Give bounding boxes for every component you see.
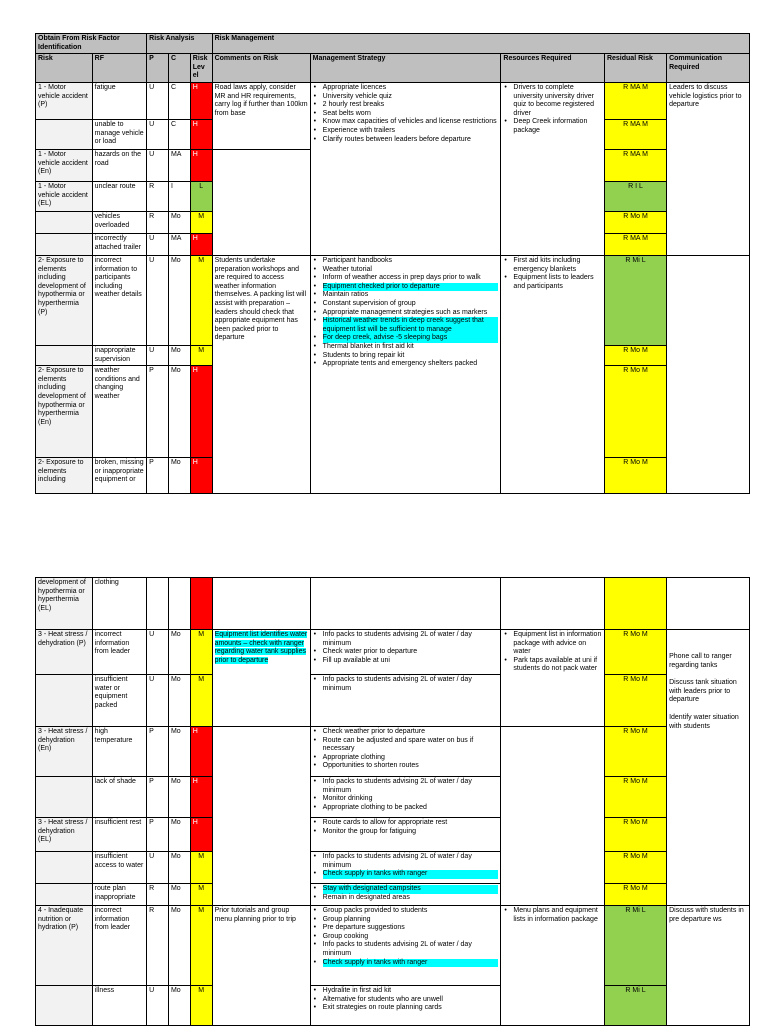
communication-cell [667,630,750,906]
c-cell: Mo [168,675,190,727]
comment-cell [212,578,310,630]
rf-cell: illness [92,986,147,1026]
list-item: • Route cards to allow for appropriate rest [323,819,499,828]
comment-cell [212,149,310,255]
residual-cell: R MA M [604,82,666,119]
p-cell: U [147,82,169,119]
communication-cell: Leaders to discuss vehicle logistics prior to departure [667,82,750,255]
risk-cell [36,852,93,884]
level-cell: H [190,458,212,494]
risk-cell [36,675,93,727]
risk-cell: 2- Exposure to elements including [36,458,93,494]
comm-text: Phone call to ranger regarding tanks [669,653,732,669]
risk-cell: 2- Exposure to elements including development of hypothermia or hyperthermia (P) [36,255,93,345]
table-row [36,818,750,852]
c-cell: Mo [168,852,190,884]
level-cell: M [190,630,212,675]
resources-cell [501,630,605,727]
residual-cell: R MA M [604,233,666,255]
communication-cell [667,255,750,493]
list-item: • Thermal blanket in first aid kit [323,343,499,352]
list-item: • University vehicle quiz [323,93,499,102]
col-c: C [168,54,190,83]
list-item-highlighted: • Check supply in tanks with ranger [323,959,499,968]
risk-cell: 1 - Motor vehicle accident (P) [36,82,93,119]
list-item: • Appropriate licences [323,84,499,93]
level-cell: M [190,211,212,233]
p-cell: U [147,255,169,345]
rf-cell: clothing [92,578,147,630]
list-item: • Appropriate tents and emergency shelters packed [323,360,499,369]
c-cell: Mo [168,818,190,852]
list-item: • Menu plans and equipment lists in information package [513,907,602,924]
c-cell: Mo [168,630,190,675]
p-cell: P [147,818,169,852]
list-item: • Inform of weather access in prep days prior to walk [323,274,499,283]
list-item: • Monitor drinking [323,795,499,804]
c-cell: Mo [168,986,190,1026]
header-group-analysis: Risk Analysis [147,34,212,54]
col-communication: Communication Required [667,54,750,83]
comment-cell: Road laws apply, consider MR and HR requirements, carry log if further than 100km from base [212,82,310,149]
rf-cell: weather conditions and changing weather [92,366,147,458]
col-strategy: Management Strategy [310,54,501,83]
strategy-cell [310,630,501,675]
level-cell: H [190,119,212,149]
list-item: • Students to bring repair kit [323,352,499,361]
list-item: • Participant handbooks [323,257,499,266]
c-cell: Mo [168,458,190,494]
risk-cell: 1 - Motor vehicle accident (En) [36,149,93,181]
list-item: • Group planning [323,916,499,925]
resources-cell [501,727,605,906]
table-row [36,82,750,119]
strategy-cell [310,818,501,852]
rf-cell: fatigue [92,82,147,119]
table-row [36,675,750,727]
list-item: • Appropriate clothing [323,754,499,763]
rf-cell: incorrect information from leader [92,630,147,675]
list-item: • Fill up available at uni [323,657,499,666]
col-p: P [147,54,169,83]
table-row [36,630,750,675]
list-item: • Equipment list in information package with advice on water [513,631,602,657]
list-item: • Maintain ratios [323,291,499,300]
strategy-cell [310,578,501,630]
risk-cell [36,211,93,233]
list-item: • Weather tutorial [323,266,499,275]
level-cell: H [190,818,212,852]
col-comments: Comments on Risk [212,54,310,83]
table-row [36,578,750,630]
list-item: • Opportunities to shorten routes [323,762,499,771]
c-cell: MA [168,233,190,255]
level-cell: M [190,255,212,345]
rf-cell: inappropriate supervision [92,345,147,365]
list-item: • Constant supervision of group [323,300,499,309]
rf-cell: insufficient rest [92,818,147,852]
residual-cell: R Mi L [604,906,666,986]
comment-cell [212,630,310,727]
p-cell: P [147,366,169,458]
c-cell: Mo [168,366,190,458]
header-column-row [36,54,750,83]
list-item: • Equipment lists to leaders and participants [513,274,602,291]
strategy-cell [310,884,501,906]
level-cell: H [190,82,212,119]
level-cell: M [190,884,212,906]
list-item: • Group cooking [323,933,499,942]
c-cell [168,578,190,630]
header-group-identification: Obtain From Risk Factor Identification [36,34,147,54]
risk-cell: 2- Exposure to elements including development of hypothermia or hyperthermia (En) [36,366,93,458]
strategy-cell [310,777,501,818]
list-item: • Alternative for students who are unwell [323,996,499,1005]
risk-table-page-2 [35,577,750,1026]
rf-cell: insufficient access to water [92,852,147,884]
risk-table-page-1 [35,33,750,494]
c-cell: MA [168,149,190,181]
residual-cell: R Mi L [604,986,666,1026]
comm-text: Discuss tank situation with leaders prior to departure [669,679,737,704]
residual-cell: R Mo M [604,777,666,818]
list-item: • Deep Creek information package [513,118,602,135]
level-cell: L [190,181,212,211]
risk-cell: 1 - Motor vehicle accident (EL) [36,181,93,211]
list-item: • Info packs to students advising 2L of water / day minimum [323,631,499,648]
c-cell: Mo [168,906,190,986]
risk-cell [36,345,93,365]
rf-cell: unclear route [92,181,147,211]
residual-cell: R I L [604,181,666,211]
risk-cell: 4 - Inadequate nutrition or hydration (P) [36,906,93,986]
risk-cell: 3 - Heat stress / dehydration (EL) [36,818,93,852]
resources-cell [501,906,605,1026]
list-item-highlighted: • Check supply in tanks with ranger [323,870,499,879]
rf-cell: incorrectly attached trailer [92,233,147,255]
level-cell: M [190,986,212,1026]
list-item: • Monitor the group for fatiguing [323,828,499,837]
communication-cell: Discuss with students in pre departure ws [667,906,750,1026]
table-row [36,727,750,777]
level-cell [190,578,212,630]
rf-cell: high temperature [92,727,147,777]
rf-cell: insufficient water or equipment packed [92,675,147,727]
p-cell [147,578,169,630]
list-item-highlighted: • Stay with designated campsites [323,885,499,894]
strategy-cell [310,986,501,1026]
strategy-cell [310,675,501,727]
p-cell: U [147,149,169,181]
risk-cell: development of hypothermia or hyperthermia (EL) [36,578,93,630]
rf-cell: broken, missing or inappropriate equipment or [92,458,147,494]
list-item: • Pre departure suggestions [323,924,499,933]
c-cell: I [168,181,190,211]
table-row [36,884,750,906]
level-cell: M [190,852,212,884]
list-item: • Drivers to complete university university driver quiz to become registered driver [513,84,602,118]
list-item: • Park taps available at uni if students do not pack water [513,657,602,674]
table-row [36,986,750,1026]
rf-cell: incorrect information from leader [92,906,147,986]
strategy-cell [310,906,501,986]
list-item: • 2 hourly rest breaks [323,101,499,110]
rf-cell: unable to manage vehicle or load [92,119,147,149]
level-cell: H [190,366,212,458]
list-item: • Exit strategies on route planning cards [323,1004,499,1013]
list-item: • Hydralite in first aid kit [323,987,499,996]
header-group-management: Risk Management [212,34,749,54]
c-cell: Mo [168,255,190,345]
resources-cell [501,578,605,630]
c-cell: Mo [168,727,190,777]
p-cell: U [147,345,169,365]
rf-cell: vehicles overloaded [92,211,147,233]
level-cell: M [190,675,212,727]
p-cell: P [147,777,169,818]
communication-cell [667,578,750,630]
p-cell: R [147,884,169,906]
list-item: • Info packs to students advising 2L of water / day minimum [323,778,499,795]
strategy-cell [310,727,501,777]
p-cell: U [147,119,169,149]
residual-cell: R Mo M [604,675,666,727]
level-cell: M [190,906,212,986]
residual-cell: R MA M [604,149,666,181]
risk-cell [36,986,93,1026]
comment-cell [212,727,310,906]
residual-cell: R Mo M [604,630,666,675]
list-item-highlighted: • For deep creek, advise -5 sleeping bags [323,334,499,343]
p-cell: P [147,458,169,494]
p-cell: R [147,906,169,986]
rf-cell: hazards on the road [92,149,147,181]
rf-cell: route plan inappropriate [92,884,147,906]
list-item: • Appropriate management strategies such as markers [323,309,499,318]
comment-cell: Students undertake preparation workshops and are required to access weather information themselves. A packing list will assist with preparation – leaders should check that appropriate equipment has been packed prior to departure [212,255,310,493]
list-item: • Route can be adjusted and spare water on bus if necessary [323,737,499,754]
residual-cell: R Mo M [604,366,666,458]
residual-cell: R MA M [604,119,666,149]
risk-cell: 3 - Heat stress / dehydration (En) [36,727,93,777]
p-cell: U [147,986,169,1026]
p-cell: U [147,675,169,727]
level-cell: H [190,149,212,181]
list-item: • Check weather prior to departure [323,728,499,737]
list-item-highlighted: • Historical weather trends in deep creek suggest that equipment list will be sufficient to manage [323,317,499,334]
list-item: • Experience with trailers [323,127,499,136]
table-row [36,255,750,345]
list-item: • Know max capacities of vehicles and license restrictions [323,118,499,127]
table-row [36,906,750,986]
list-item-highlighted: • Equipment checked prior to departure [323,283,499,292]
table-row [36,777,750,818]
c-cell: C [168,82,190,119]
residual-cell: R Mo M [604,884,666,906]
c-cell: Mo [168,884,190,906]
list-item: • Check water prior to departure [323,648,499,657]
level-cell: H [190,727,212,777]
p-cell: R [147,181,169,211]
list-item: • First aid kits including emergency blankets [513,257,602,274]
comm-text: Identify water situation with students [669,713,739,730]
residual-cell [604,578,666,630]
level-cell: H [190,233,212,255]
strategy-cell [310,255,501,493]
residual-cell: R Mo M [604,211,666,233]
risk-cell [36,884,93,906]
resources-cell [501,82,605,255]
p-cell: U [147,630,169,675]
comment-cell: Prior tutorials and group menu planning prior to trip [212,906,310,1026]
list-item: • Info packs to students advising 2L of water / day minimum [323,853,499,870]
col-risk: Risk [36,54,93,83]
col-resources: Resources Required [501,54,605,83]
col-risk-level: Risk Lev el [190,54,212,83]
col-rf: RF [92,54,147,83]
residual-cell: R Mo M [604,458,666,494]
risk-cell: 3 - Heat stress / dehydration (P) [36,630,93,675]
c-cell: Mo [168,211,190,233]
risk-cell [36,777,93,818]
strategy-cell [310,82,501,255]
table-row [36,852,750,884]
c-cell: C [168,119,190,149]
list-item: • Info packs to students advising 2L of water / day minimum [323,676,499,693]
col-residual: Residual Risk [604,54,666,83]
p-cell: U [147,233,169,255]
risk-cell [36,119,93,149]
risk-cell [36,233,93,255]
residual-cell: R Mo M [604,852,666,884]
p-cell: U [147,852,169,884]
p-cell: P [147,727,169,777]
c-cell: Mo [168,777,190,818]
residual-cell: R Mo M [604,345,666,365]
list-item: • Remain in designated areas [323,894,499,903]
list-item: • Clarify routes between leaders before departure [323,136,499,145]
list-item: • Info packs to students advising 2L of water / day minimum [323,941,499,958]
residual-cell: R Mo M [604,818,666,852]
rf-cell: incorrect information to participants including weather details [92,255,147,345]
level-cell: M [190,345,212,365]
list-item: • Seat belts worn [323,110,499,119]
comment-highlighted: Equipment list identifies water amounts – check with ranger regarding water tank supplies prior to departure [214,631,308,664]
rf-cell: lack of shade [92,777,147,818]
p-cell: R [147,211,169,233]
strategy-cell [310,852,501,884]
resources-cell [501,255,605,493]
residual-cell: R Mi L [604,255,666,345]
list-item: • Group packs provided to students [323,907,499,916]
header-group-row [36,34,750,54]
residual-cell: R Mo M [604,727,666,777]
list-item: • Appropriate clothing to be packed [323,804,499,813]
c-cell: Mo [168,345,190,365]
level-cell: H [190,777,212,818]
